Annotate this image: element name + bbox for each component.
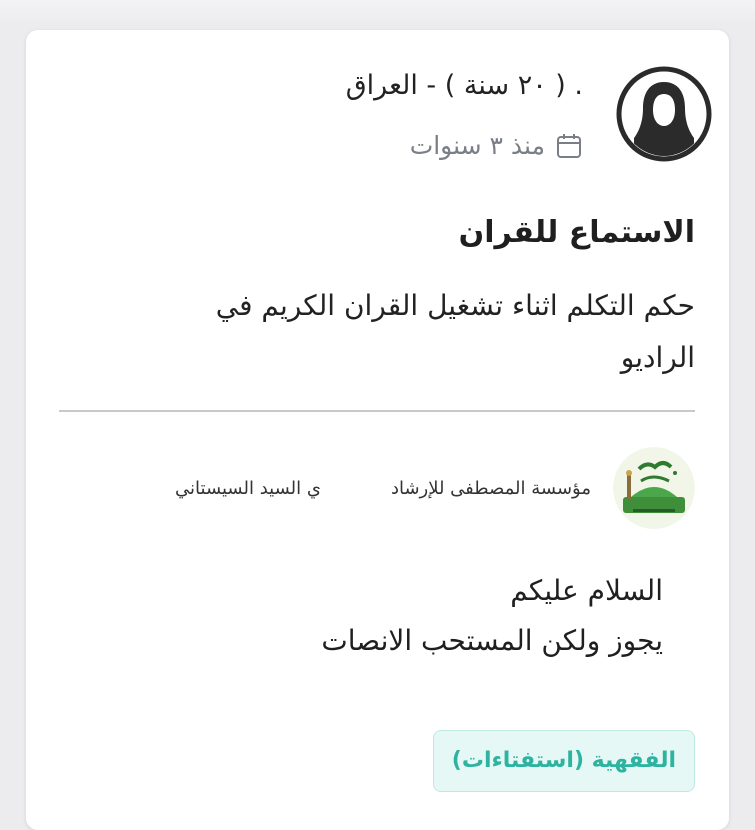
answerer-name: مؤسسة المصطفى للإرشاد [390, 477, 591, 499]
section-divider [59, 410, 695, 412]
question-date [410, 128, 583, 164]
time-ago-text: منذ ٣ سنوات [409, 131, 545, 160]
calendar-icon [555, 132, 583, 160]
answer-text [321, 566, 663, 666]
top-shadow-bar [0, 0, 755, 24]
answer-line: يجوز ولكن المستحب الانصات [321, 624, 663, 657]
institution-logo [613, 447, 695, 529]
question-title: الاستماع للقران [458, 215, 695, 250]
answer-line: السلام عليكم [510, 574, 663, 607]
category-tag[interactable]: الفقهية (استفتاءات) [433, 730, 695, 792]
asker-info: . ( ٢٠ سنة ) - العراق [345, 70, 583, 101]
question-card [26, 30, 729, 830]
user-avatar-icon[interactable] [616, 66, 712, 162]
answerer-affiliation: ي السيد السيستاني [175, 477, 321, 499]
question-body: حكم التكلم اثناء تشغيل القران الكريم في الراديو [215, 289, 695, 374]
answerer-row[interactable] [171, 446, 695, 530]
